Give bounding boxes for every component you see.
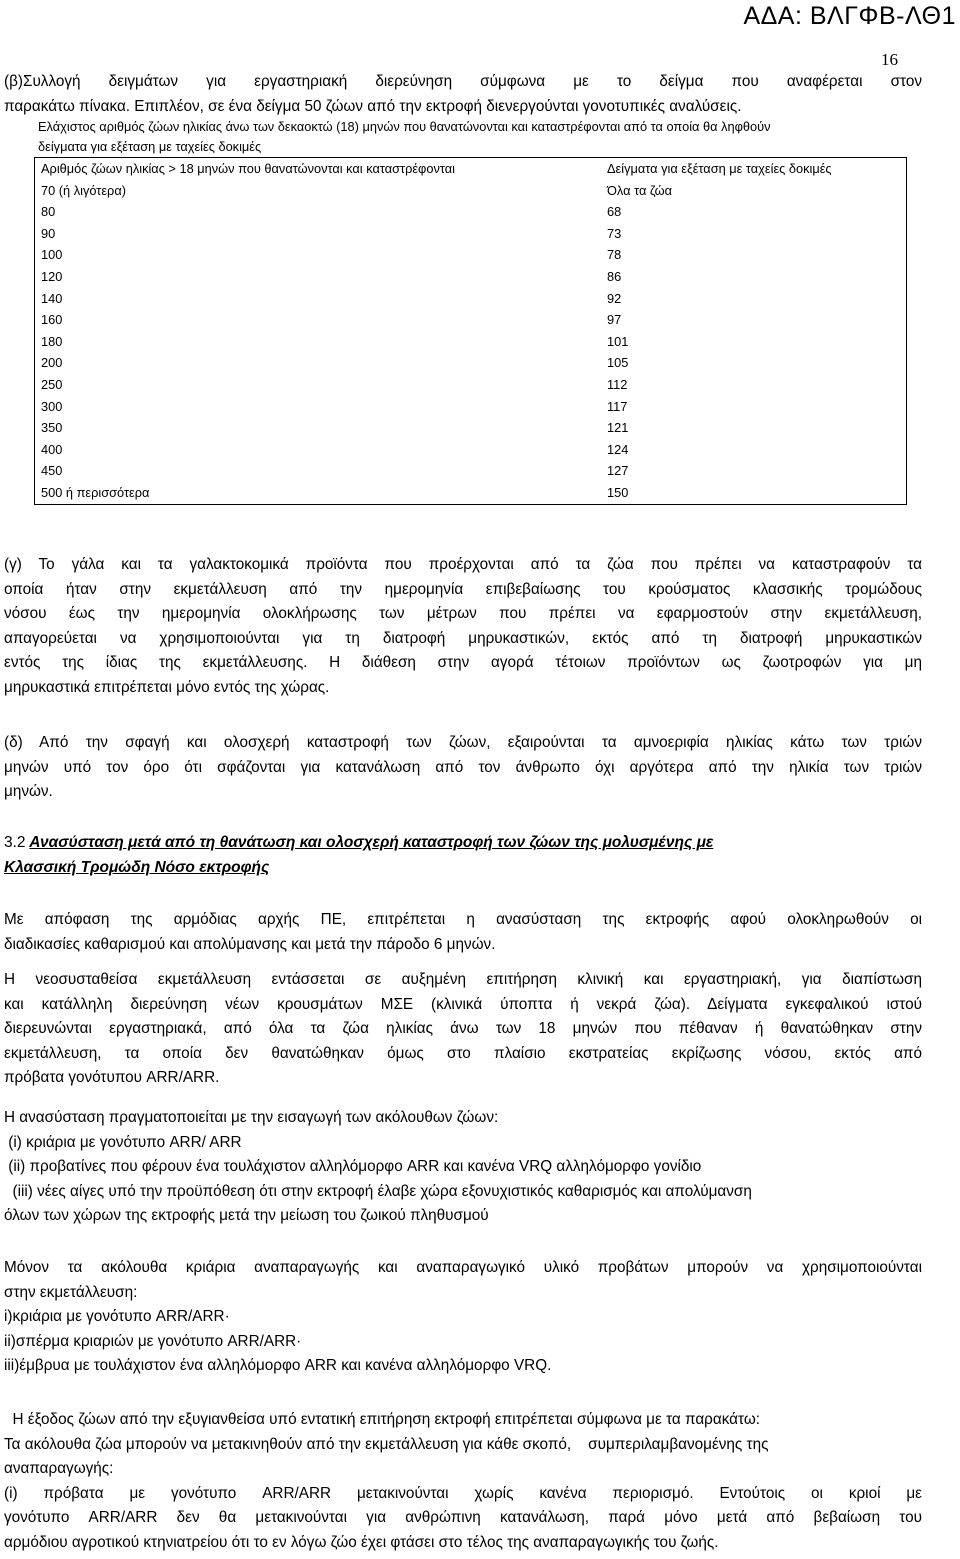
table-cell: 500 ή περισσότερα	[41, 484, 150, 500]
text-line: μηνών.	[4, 783, 53, 800]
table-cell: 86	[607, 268, 622, 284]
text-line: πρόβατα γονότυπου ARR/ARR.	[4, 1069, 220, 1086]
table-row	[35, 396, 906, 418]
paragraph-monitoring	[4, 968, 922, 1091]
page-number: 16	[881, 50, 898, 69]
text-line: μηρυκαστικά επιτρέπεται μόνο εντός της χώρας.	[4, 678, 330, 696]
paragraph-reproduction	[4, 1256, 922, 1379]
section-heading	[4, 831, 904, 880]
table-cell: 150	[607, 484, 629, 500]
text-line: iii)έμβρυα με τουλάχιστον ένα αλληλόμορφο ARR και κανένα αλληλόμορφο VRQ.	[4, 1357, 552, 1374]
text-line: Μόνον τα ακόλουθα κριάρια αναπαραγωγής και αναπαραγωγικό υλικό προβάτων μπορούν να χρησιμοποιούνται	[4, 1259, 922, 1276]
table-cell: 450	[41, 463, 63, 479]
table-cell: 73	[607, 225, 622, 241]
heading-text: Ανασύσταση μετά από τη θανάτωση και ολοσχερή καταστροφή των ζώων της μολυσμένης με	[29, 834, 714, 851]
table-row	[35, 244, 906, 266]
heading-text: Κλασσική Τρομώδη Νόσο εκτροφής	[4, 858, 270, 876]
table-cell: 68	[607, 204, 622, 220]
text-line: Η ανασύσταση πραγματοποιείται με την εισαγωγή των ακόλουθων ζώων:	[4, 1109, 499, 1126]
table-header-row	[35, 158, 906, 180]
table-row	[35, 266, 906, 288]
table-cell: 350	[41, 420, 63, 436]
table-row	[35, 288, 906, 310]
table-cell: 97	[607, 312, 622, 328]
paragraph-d	[4, 731, 922, 805]
table-cell: 250	[41, 376, 63, 392]
table-row	[35, 201, 906, 223]
table-cell: 121	[607, 420, 629, 436]
table-cell: 117	[607, 398, 628, 414]
text-line: στην εκμετάλλευση:	[4, 1283, 138, 1301]
table-cell: 180	[41, 333, 63, 349]
text-line: εντός της ίδιας της εκμετάλλευσης. Η διάθεση στην αγορά τέτοιων προϊόντων ως ζωοτροφών για μη	[4, 654, 922, 671]
table-row	[35, 417, 906, 439]
text-line: όλων των χώρων της εκτροφής μετά την μείωση του ζωικού πληθυσμού	[4, 1207, 489, 1224]
text-line: (β)Συλλογή δειγμάτων για εργαστηριακή διερεύνηση σύμφωνα με το δείγμα που αναφέρεται στον	[4, 73, 922, 90]
text-line: Με απόφαση της αρμόδιας αρχής ΠΕ, επιτρέπεται η ανασύσταση της εκτροφής αφού ολοκληρωθούν οι	[4, 911, 922, 928]
text-line: γονότυπο ARR/ARR δεν θα μετακινούνται για ανθρώπινη κατανάλωση, παρά μόνο μετά από βεβαίωση του	[4, 1509, 922, 1526]
text-line: διαδικασίες καθαρισμού και απολύμανσης και μετά την πάροδο 6 μηνών.	[4, 935, 496, 953]
text-line: (i) πρόβατα με γονότυπο ARR/ARR μετακινούνται χωρίς κανένα περιορισμό. Εντούτοις οι κριοί με	[4, 1484, 922, 1502]
table-row	[35, 352, 906, 374]
paragraph-b	[4, 70, 922, 119]
text-line: οποία ήταν στην εκμετάλλευση από την ημερομηνία επιβεβαίωσης του κρούσματος κλασσικής τρομώδους	[4, 580, 922, 598]
text-line: ii)σπέρμα κριαριών με γονότυπο ARR/ARR·	[4, 1332, 302, 1350]
table-cell: 300	[41, 398, 63, 414]
text-line: Η νεοσυσταθείσα εκμετάλλευση εντάσσεται σε αυξημένη επιτήρηση κλινική και εργαστηριακή, για διαπίστωση	[4, 971, 922, 988]
paragraph-exit	[4, 1408, 922, 1555]
table-cell: 100	[41, 247, 63, 263]
table-cell: 105	[607, 355, 629, 371]
text-line: (γ) Το γάλα και τα γαλακτοκομικά προϊόντα που προέρχονται από τα ζώα που πρέπει να καταστραφούν τα	[4, 556, 922, 573]
text-line: (i) κριάρια με γονότυπο ARR/ ARR	[4, 1133, 242, 1151]
table-cell: 90	[41, 225, 56, 241]
table-row	[35, 482, 906, 504]
table-cell: 101	[607, 333, 629, 349]
table-cell: Όλα τα ζώα	[607, 182, 673, 198]
table-cell: 92	[607, 290, 622, 306]
table-cell: 70 (ή λιγότερα)	[41, 182, 126, 198]
paragraph-c	[4, 553, 922, 700]
table-cell: 78	[607, 247, 622, 263]
table-row	[35, 180, 906, 202]
text-line: δείγματα για εξέταση με ταχείες δοκιμές	[38, 139, 262, 154]
table-cell: 80	[41, 204, 56, 220]
table-title	[34, 117, 910, 157]
text-line: (δ) Από την σφαγή και ολοσχερή καταστροφή των ζώων, εξαιρούνται τα αμνοεριφία ηλικίας κάτω των τριών	[4, 734, 922, 751]
text-line: απαγορεύεται να χρησιμοποιούνται για τη διατροφή μηρυκαστικών, εκτός από τη διατροφή μηρυκαστικών	[4, 629, 922, 647]
text-line: i)κριάρια με γονότυπο ARR/ARR·	[4, 1308, 230, 1325]
text-line: παρακάτω πίνακα. Επιπλέον, σε ένα δείγμα 50 ζώων από την εκτροφή διενεργούνται γονοτυπικές αναλύσεις.	[4, 97, 742, 115]
text-line: διερευνώνται εργαστηριακά, από όλα τα ζώα ηλικίας άνω των 18 μηνών που πέθαναν ή θανατώθηκαν στην	[4, 1020, 922, 1037]
table-cell: 127	[607, 463, 629, 479]
text-line: εκμετάλλευση, τα οποία δεν θανατώθηκαν όμως στο πλαίσιο εκστρατείας εκρίζωσης νόσου, εκτός από	[4, 1044, 922, 1062]
table-row	[35, 439, 906, 461]
table-cell: 124	[607, 441, 629, 457]
text-line: (ii) προβατίνες που φέρουν ένα τουλάχιστον αλληλόμορφο ARR και κανένα VRQ αλληλόμορφο γονίδιο	[4, 1158, 702, 1175]
table-cell: 140	[41, 290, 63, 306]
text-line: νόσου έως την ημερομηνία ολοκλήρωσης των μέτρων που πρέπει να εφαρμοστούν στην εκμετάλλευση,	[4, 605, 922, 622]
column-header: Αριθμός ζώων ηλικίας > 18 μηνών που θανατώνονται και καταστρέφονται	[41, 161, 455, 176]
text-line: αναπαραγωγής:	[4, 1460, 114, 1477]
text-line: αρμόδιου αγροτικού κτηνιατρείου ότι το εν λόγω ζώο έχει φτάσει στο τέλος της αναπαραγωγικής του ζωής.	[4, 1533, 719, 1551]
ada-code: ΑΔΑ: ΒΛΓΦΒ-ΛΘ1	[743, 2, 956, 30]
table-row	[35, 331, 906, 353]
table-row	[35, 374, 906, 396]
paragraph-decision	[4, 908, 922, 957]
text-line: Ελάχιστος αριθμός ζώων ηλικίας άνω των δεκαοκτώ (18) μηνών που θανατώνονται και καταστρέφονται από τα οποία θα ληφθούν	[38, 119, 771, 134]
text-line: Τα ακόλουθα ζώα μπορούν να μετακινηθούν από την εκμετάλλευση για κάθε σκοπό, συμπεριλαμβανομένης της	[4, 1435, 769, 1453]
table-row	[35, 223, 906, 245]
paragraph-restock	[4, 1106, 922, 1229]
text-line: (iii) νέες αίγες υπό την προϋπόθεση ότι στην εκτροφή έλαβε χώρα εξονυχιστικός καθαρισμός και απολύμανση	[4, 1182, 752, 1200]
text-line: μηνών υπό τον όρο ότι σφάζονται για κατανάλωση από τον άνθρωπο όχι αργότερα από την ηλικία των τριών	[4, 758, 922, 776]
table-row	[35, 460, 906, 482]
text-line: και κατάλληλη διερεύνηση νέων κρουσμάτων ΜΣΕ (κλινικά ύποπτα ή νεκρά ζώα). Δείγματα εγκεφαλικού ιστού	[4, 995, 922, 1013]
column-header: Δείγματα για εξέταση με ταχείες δοκιμές	[607, 161, 832, 176]
table-cell: 160	[41, 312, 63, 328]
section-number: 3.2	[4, 834, 26, 851]
text-line: Η έξοδος ζώων από την εξυγιανθείσα υπό εντατική επιτήρηση εκτροφή επιτρέπεται σύμφωνα με τα παρακάτω:	[4, 1411, 761, 1428]
samples-table	[34, 157, 907, 505]
table-cell: 200	[41, 355, 63, 371]
table-cell: 112	[607, 376, 628, 392]
table-row	[35, 309, 906, 331]
samples-table-block	[34, 117, 910, 505]
table-cell: 120	[41, 268, 63, 284]
table-cell: 400	[41, 441, 63, 457]
